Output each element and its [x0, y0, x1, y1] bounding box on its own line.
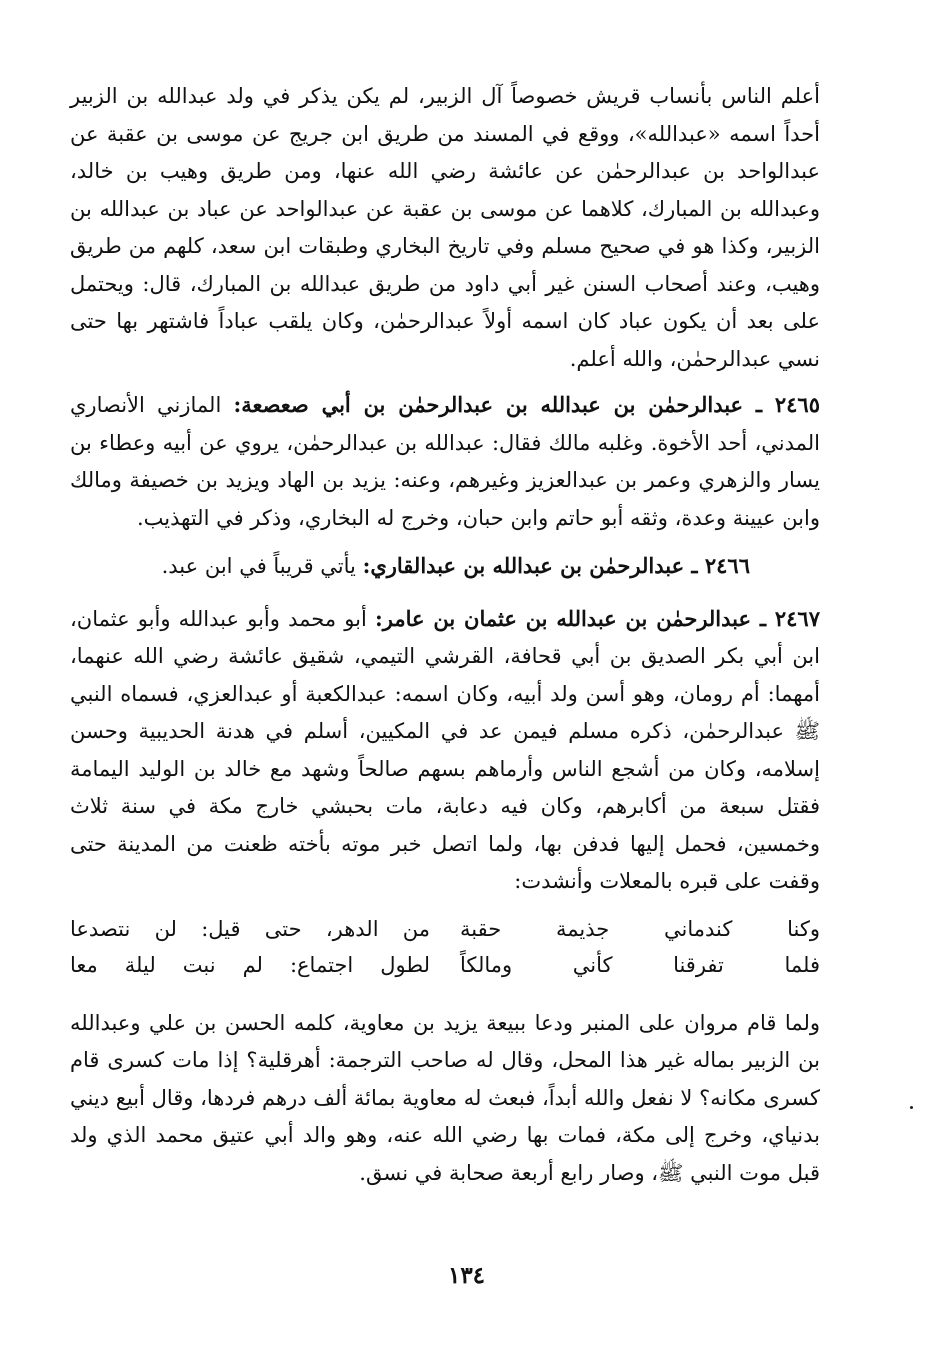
- entry-body: يأتي قريباً في ابن عبد.: [161, 554, 363, 578]
- poem-first-hemistich: فلما تفرقنا كأني ومالكاً: [460, 952, 820, 977]
- outro-paragraph: ولما قام مروان على المنبر ودعا ببيعة يزيد بن معاوية، كلمه الحسن بن علي وعبدالله بن الزبير بماله غير هذا المحل، وقال له صاحب الترجمة: أهرقلية؟ إذا مات كسرى قام كسرى مكانه؟ لا نفعل والله أبداً، فبعث له معاوية بمائة ألف درهم فردها، وقال أبيع ديني بدنياي، وخرج إلى مكة، فمات بها رضي الله عنه، وهو والد أبي عتيق محمد الذي ولد قبل موت النبي ﷺ، وصار رابع أربعة صحابة في نسق.: [70, 1010, 820, 1185]
- poem: [70, 911, 820, 983]
- page-number: ١٣٤: [447, 1262, 486, 1289]
- poem-second-hemistich: لطول اجتماع: لم نبت ليلة معا: [70, 952, 430, 977]
- entry-body: أبو محمد وأبو عبدالله وأبو عثمان، ابن أبي بكر الصديق بن أبي قحافة، القرشي التيمي، شقيق عائشة رضي الله عنهما، أمهما: أم رومان، وهو أسن ولد أبيه، وكان اسمه: عبدالكعبة أو عبدالعزي، فسماه النبي ﷺ عبدالرحمٰن، ذكره مسلم فيمن عد في المكيين، أسلم في هدنة الحديبية وحسن إسلامه، وكان من أشجع الناس وأرماهم بسهم صالحاً وشهد مع خالد بن الوليد اليمامة فقتل سبعة من أكابرهم، وكان فيه دعابة، مات بحبشي خارج مكة في سنة ثلاث وخمسين، فحمل إليها فدفن بها، ولما اتصل خبر موته بأخته ظعنت من المدينة حتى وقفت على قبره بالمعلات وأنشدت:: [70, 606, 820, 893]
- poem-first-hemistich: وكنا كندماني جذيمة حقبة: [460, 916, 820, 941]
- entry-heading: ٢٤٦٥ ـ عبدالرحمٰن بن عبدالله بن عبدالرحمٰن بن أبي صعصعة:: [233, 392, 820, 417]
- entry-heading: ٢٤٦٧ ـ عبدالرحمٰن بن عبدالله بن عثمان بن عامر:: [375, 605, 820, 631]
- entry-body: المازني الأنصاري المدني، أحد الأخوة. وغلبه مالك فقال: عبدالله بن عبدالرحمٰن، يروي عن أبيه وعطاء بن يسار والزهري وعمر بن عبدالعزيز وغيرهم، وعنه: يزيد بن الهاد ويزيد بن خصيفة ومالك وابن عيينة وعدة، وثقه أبو حاتم وابن حبان، وخرج له البخاري، وذكر في التهذيب.: [70, 393, 820, 530]
- intro-paragraph: أعلم الناس بأنساب قريش خصوصاً آل الزبير، لم يكن يذكر في ولد عبدالله بن الزبير أحداً اسمه «عبدالله»، ووقع في المسند من طريق ابن جريج عن موسى بن عقبة عن عبدالواحد بن عبدالرحمٰن عن عائشة رضي الله عنها، ومن طريق وهيب بن خالد، وعبدالله بن المبارك، كلاهما عن موسى بن عقبة عن عبدالواحد عن عباد بن عبدالله بن الزبير، وكذا هو في صحيح مسلم وفي تاريخ البخاري وطبقات ابن سعد، كلهم من طريق وهيب، وعند أصحاب السنن غير أبي داود من طريق عبدالله بن المبارك، قال: ويحتمل على بعد أن يكون عباد كان اسمه أولاً عبدالرحمٰن، وكان يلقب عباداً فاشتهر بها حتى نسي عبدالرحمٰن، والله أعلم.: [70, 84, 820, 371]
- document-page: [70, 78, 820, 1192]
- poem-second-hemistich: من الدهر، حتى قيل: لن نتصدعا: [70, 916, 430, 941]
- entry-2466: [70, 547, 820, 586]
- poem-verse: [70, 947, 820, 983]
- poem-verse: [70, 911, 820, 947]
- entry-2467: [70, 600, 820, 901]
- entry-heading: ٢٤٦٦ ـ عبدالرحمٰن بن عبدالله بن عبدالقاري:: [362, 553, 750, 578]
- entry-2465: [70, 386, 820, 537]
- margin-mark: [910, 1106, 913, 1109]
